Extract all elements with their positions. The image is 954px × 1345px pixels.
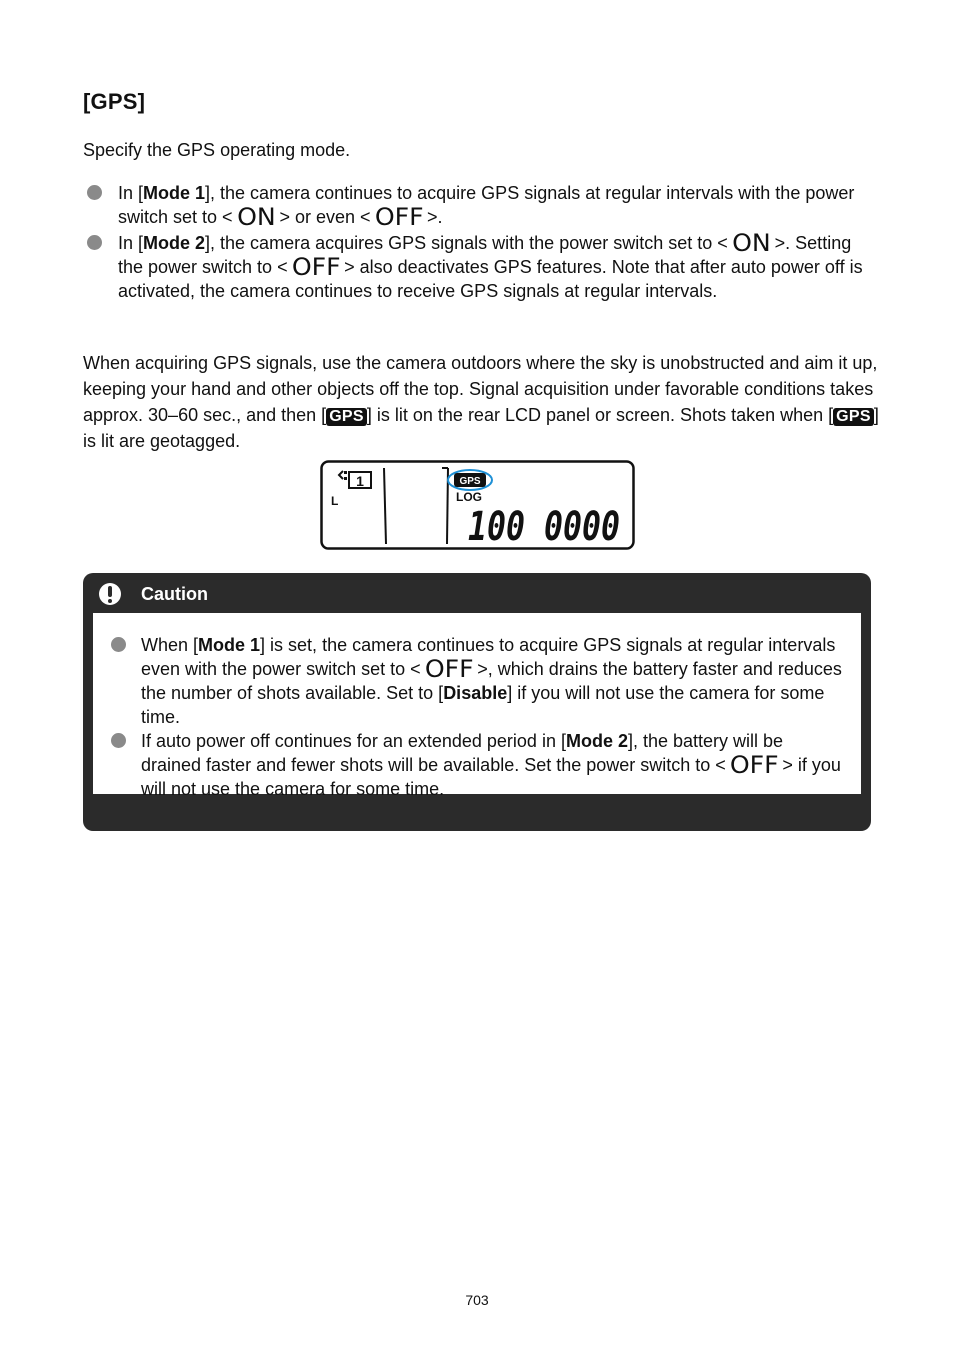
list-item-mode-2: In [Mode 2], the camera acquires GPS signals with the power switch set to < ON >. Setting the power switch to < OFF > also deactivates GPS features. Note that after auto power off is activated, the camera continues to receive GPS signals at regular intervals. [83, 231, 873, 303]
power-off-symbol: OFF [291, 253, 341, 281]
gps-acquisition-paragraph: When acquiring GPS signals, use the camera outdoors where the sky is unobstructed and aim it up, keeping your hand and other objects off the top. Signal acquisition under favorable conditions takes approx. 30–60 sec., and then [ GPS ] is lit on the rear LCD panel or screen. Shots taken when [ GPS ] is lit are geotagged. [83, 353, 879, 451]
frame-number-label: 1 [356, 473, 364, 489]
caution-item: If auto power off continues for an extended period in [Mode 2], the battery will be drained faster and fewer shots will be available. Set the power switch to < OFF > if you will not use the camera for some time. [103, 729, 843, 801]
caution-list [103, 633, 843, 801]
bullet-dot-icon [111, 733, 126, 748]
disable-label: Disable [443, 683, 508, 703]
mode-2-label: Mode 2 [143, 233, 206, 253]
power-on-symbol: ON [236, 203, 276, 231]
gps-lcd-label: GPS [459, 476, 481, 487]
caution-body [93, 613, 861, 799]
caution-exclamation-icon [99, 583, 121, 605]
power-off-symbol: OFF [729, 751, 779, 779]
lcd-panel-illustration [320, 460, 635, 550]
bullet-dot-icon [87, 235, 102, 250]
list-item-mode-1: In [Mode 1], the camera continues to acquire GPS signals at regular intervals with the power switch set to < ON > or even < OFF >. [83, 181, 873, 229]
power-off-symbol: OFF [424, 655, 474, 683]
section-title: [GPS] [83, 89, 146, 114]
bullet-dot-icon [111, 637, 126, 652]
lcd-panel-svg [320, 460, 635, 550]
mode-1-label: Mode 1 [143, 183, 206, 203]
log-lcd-label: LOG [456, 490, 482, 504]
lcd-digits: 100 0000 [468, 504, 620, 550]
gps-indicator-icon: GPS [833, 408, 874, 426]
mode-list [83, 181, 873, 305]
l-label: L [331, 494, 339, 508]
caution-item: When [Mode 1] is set, the camera continues to acquire GPS signals at regular intervals even with the power switch set to < OFF >, which drains the battery faster and reduces the number of shots available. Set to [Disable] if you will not use the camera for some time. [103, 633, 843, 729]
bullet-dot-icon [87, 185, 102, 200]
power-on-symbol: ON [731, 229, 771, 257]
intro-text: Specify the GPS operating mode. [83, 140, 351, 160]
caution-header [83, 573, 871, 613]
gps-indicator-icon: GPS [326, 408, 367, 426]
power-off-symbol: OFF [374, 203, 424, 231]
page-number: 703 [465, 1292, 489, 1308]
caution-box [83, 573, 871, 831]
caution-title: Caution [141, 584, 208, 604]
